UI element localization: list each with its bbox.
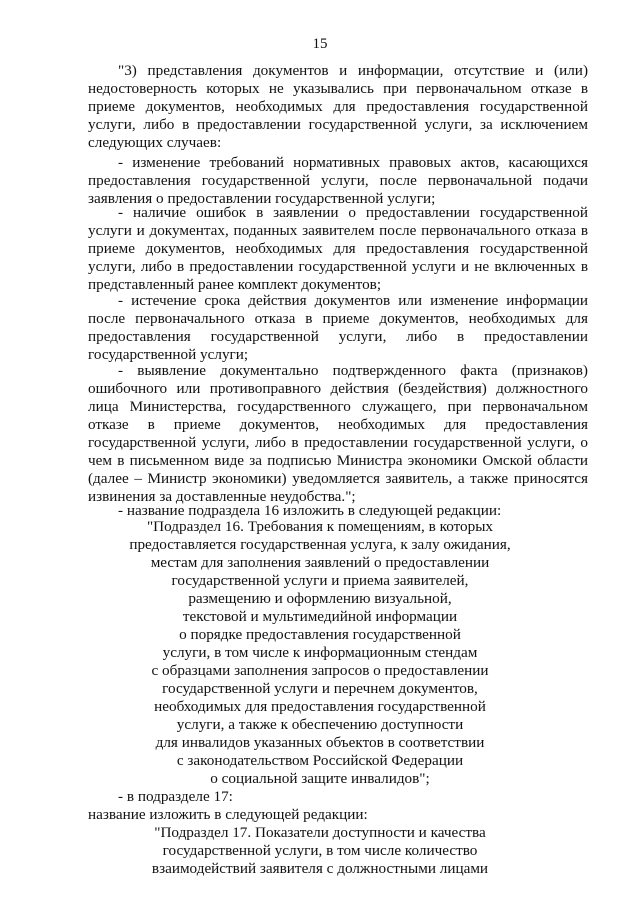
paragraph-line: приеме документов, необходимых для предоставления государственной bbox=[88, 98, 588, 115]
paragraph-line: "3) представления документов и информации, отсутствие и (или) bbox=[118, 62, 588, 79]
list-item-line: государственной услуги; bbox=[88, 346, 249, 363]
subsection-title-line: о социальной защите инвалидов"; bbox=[210, 770, 430, 787]
list-item-line: - изменение требований нормативных правовых актов, касающихся bbox=[118, 154, 588, 171]
list-item-line: ошибочного или противоправного действия (бездействия) должностного bbox=[88, 380, 588, 397]
list-item-line: представленный ранее комплект документов; bbox=[88, 276, 382, 293]
list-item-line: чем в письменном виде за подписью Министра экономики Омской области bbox=[88, 452, 588, 469]
list-item-line: заявления о предоставлении государственной услуги; bbox=[88, 190, 436, 207]
subsection-title-line: текстовой и мультимедийной информации bbox=[182, 608, 458, 625]
amendment-instruction: название изложить в следующей редакции: bbox=[88, 806, 368, 823]
list-item-line: извинения за доставленные неудобства."; bbox=[88, 488, 356, 505]
page-number: 15 bbox=[312, 36, 328, 52]
list-item-line: - наличие ошибок в заявлении о предоставлении государственной bbox=[118, 204, 588, 221]
list-item-line: отказе в приеме документов, необходимых для предоставления bbox=[88, 416, 588, 433]
subsection-title-line: необходимых для предоставления государственной bbox=[154, 698, 486, 715]
subsection-title-line: государственной услуги и перечнем документов, bbox=[162, 680, 478, 697]
list-item-line: приеме документов, необходимых для предоставления государственной bbox=[88, 240, 588, 257]
subsection-title-line: о порядке предоставления государственной bbox=[179, 626, 461, 643]
subsection-title-line: с законодательством Российской Федерации bbox=[176, 752, 464, 769]
subsection-title-line: услуги, в том числе к информационным стендам bbox=[162, 644, 478, 661]
list-item-line: лица Министерства, государственного служащего, при первоначальном bbox=[88, 398, 588, 415]
list-item-line: - истечение срока действия документов или изменение информации bbox=[118, 292, 588, 309]
amendment-instruction: - название подраздела 16 изложить в следующей редакции: bbox=[118, 502, 502, 519]
list-item-line: предоставления государственной услуги, после первоначальной подачи bbox=[88, 172, 588, 189]
list-item-line: (далее – Министр экономики) уведомляется заявитель, а также приносятся bbox=[88, 470, 588, 487]
list-item-line: услуги, либо в предоставлении государственной услуги и не включенных в bbox=[88, 258, 588, 275]
list-item-line: услуги и документах, поданных заявителем после первоначального отказа в bbox=[88, 222, 588, 239]
list-item-line: предоставления государственной услуги, либо в предоставлении bbox=[88, 328, 588, 345]
subsection-title-line: "Подраздел 17. Показатели доступности и качества bbox=[154, 824, 486, 841]
subsection-title-line: "Подраздел 16. Требования к помещениям, в которых bbox=[146, 518, 494, 535]
subsection-title-line: услуги, а также к обеспечению доступности bbox=[176, 716, 464, 733]
subsection-title-line: местам для заполнения заявлений о предоставлении bbox=[150, 554, 490, 571]
paragraph-line: услуги, либо в предоставлении государственной услуги, за исключением bbox=[88, 116, 588, 133]
list-item-line: - выявление документально подтвержденного факта (признаков) bbox=[118, 362, 588, 379]
list-item-line: после первоначального отказа в приеме документов, необходимых для bbox=[88, 310, 588, 327]
subsection-title-line: государственной услуги и приема заявителей, bbox=[171, 572, 469, 589]
amendment-instruction: - в подразделе 17: bbox=[118, 788, 233, 805]
list-item-line: государственной услуги, либо в предоставлении государственной услуги, о bbox=[88, 434, 588, 451]
subsection-title-line: государственной услуги, в том числе количество bbox=[162, 842, 478, 859]
subsection-title-line: предоставляется государственная услуга, к залу ожидания, bbox=[129, 536, 511, 553]
paragraph-line: следующих случаев: bbox=[88, 134, 222, 151]
paragraph-line: недостоверность которых не указывались при первоначальном отказе в bbox=[88, 80, 588, 97]
subsection-title-line: взаимодействий заявителя с должностными лицами bbox=[151, 860, 489, 877]
subsection-title-line: с образцами заполнения запросов о предоставлении bbox=[151, 662, 489, 679]
subsection-title-line: размещению и оформлению визуальной, bbox=[188, 590, 452, 607]
subsection-title-line: для инвалидов указанных объектов в соответствии bbox=[155, 734, 485, 751]
